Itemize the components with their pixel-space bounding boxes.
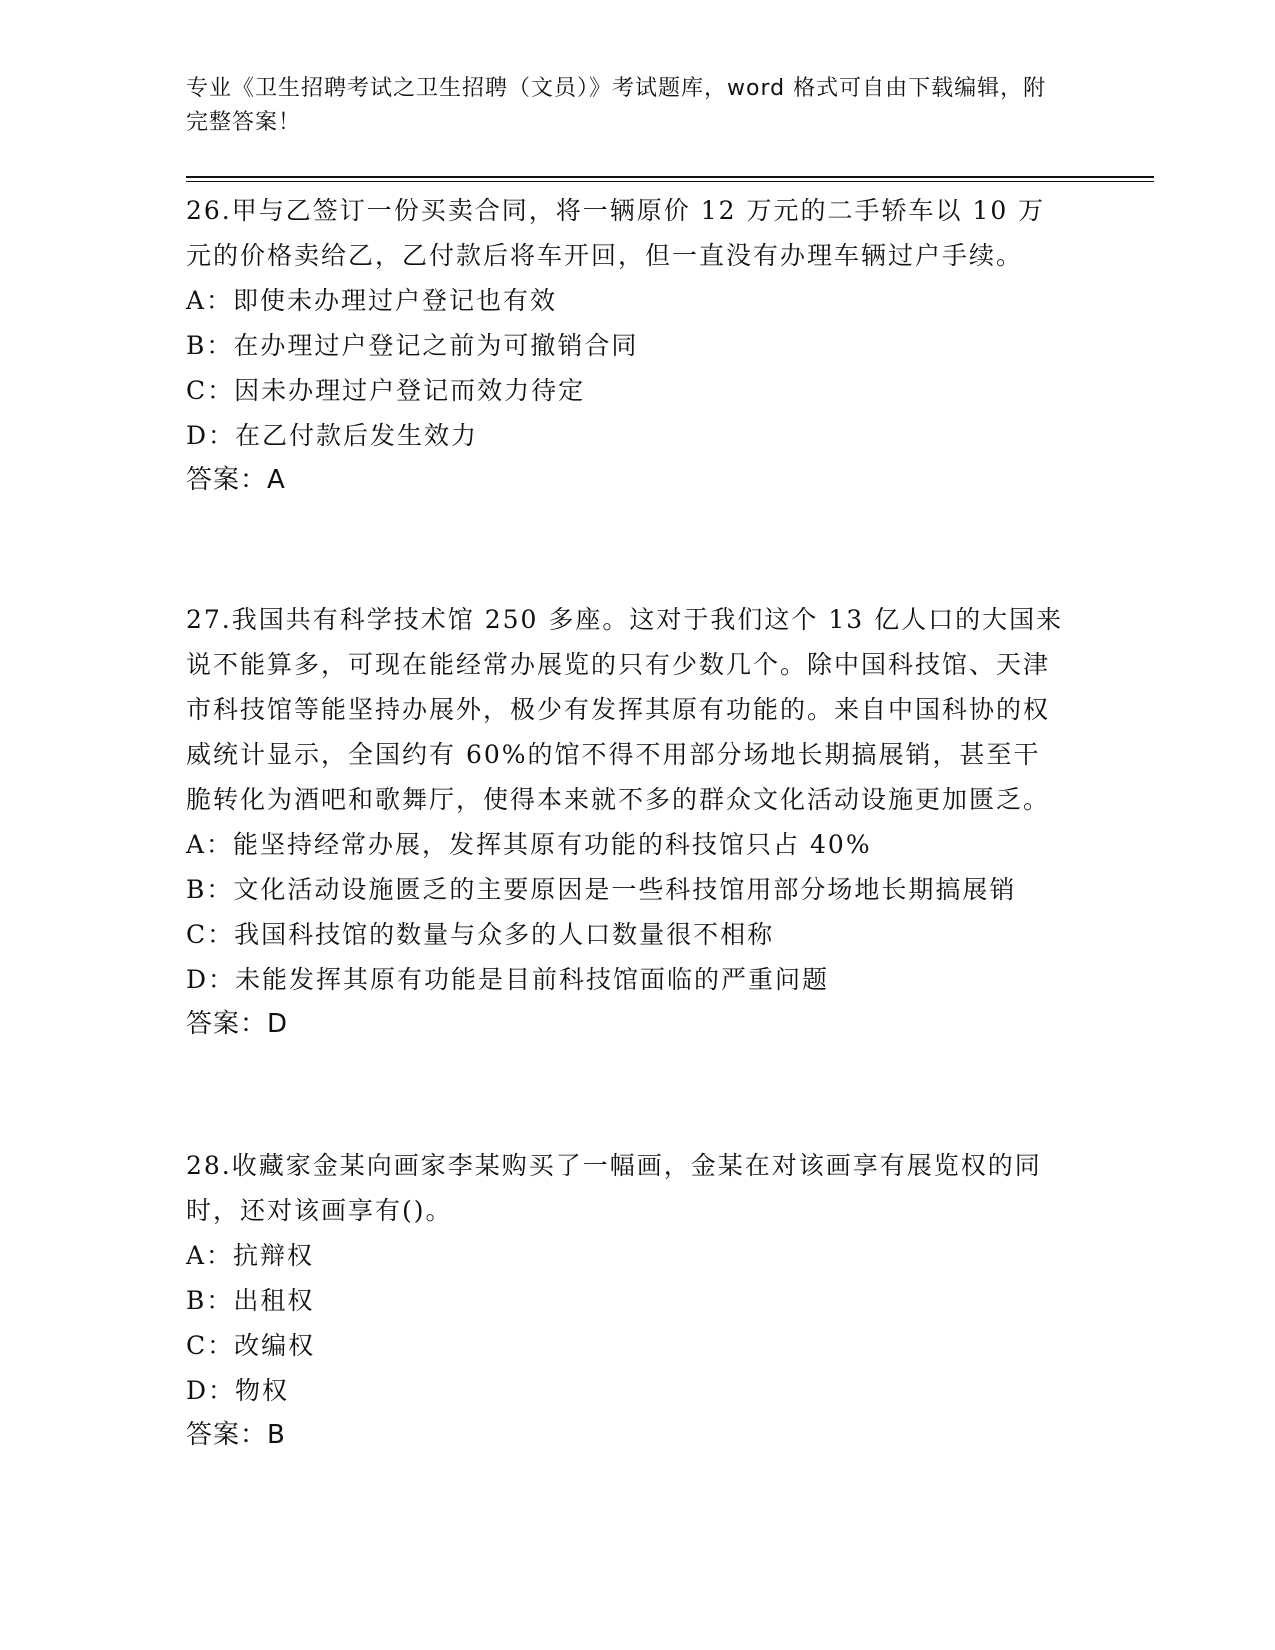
option-b: B：文化活动设施匮乏的主要原因是一些科技馆用部分场地长期搞展销 <box>186 875 1017 904</box>
header-divider-thin <box>186 181 1154 182</box>
option-b: B：在办理过户登记之前为可撤销合同 <box>186 331 639 360</box>
option-a: A：即使未办理过户登记也有效 <box>186 286 558 315</box>
option-d: D：物权 <box>186 1376 290 1405</box>
option-c: C：改编权 <box>186 1331 316 1360</box>
question-27 <box>186 597 1086 1047</box>
option-b: B：出租权 <box>186 1286 315 1315</box>
option-a: A：抗辩权 <box>186 1241 315 1270</box>
answer-line: 答案：D <box>186 1009 289 1039</box>
option-d: D：未能发挥其原有功能是目前科技馆面临的严重问题 <box>186 965 830 994</box>
answer-line: 答案：B <box>186 1420 286 1450</box>
option-c: C：我国科技馆的数量与众多的人口数量很不相称 <box>186 920 775 949</box>
option-c: C：因未办理过户登记而效力待定 <box>186 376 586 405</box>
question-text: 26.甲与乙签订一份买卖合同，将一辆原价 12 万元的二手轿车以 10 万元的价格卖给乙，乙付款后将车开回，但一直没有办理车辆过户手续。 <box>186 196 1046 270</box>
option-a: A：能坚持经常办展，发挥其原有功能的科技馆只占 40% <box>186 830 872 859</box>
header-divider-thick <box>186 176 1154 178</box>
question-26 <box>186 188 1086 503</box>
question-text: 28.收藏家金某向画家李某购买了一幅画，金某在对该画享有展览权的同时，还对该画享有()。 <box>186 1151 1042 1225</box>
answer-line: 答案：A <box>186 465 286 495</box>
option-d: D：在乙付款后发生效力 <box>186 421 479 450</box>
question-28 <box>186 1143 1086 1458</box>
question-text: 27.我国共有科学技术馆 250 多座。这对于我们这个 13 亿人口的大国来说不能算多，可现在能经常办展览的只有少数几个。除中国科技馆、天津市科技馆等能坚持办展外，极少有发挥其原有功能的。来自中国科协的权威统计显示，全国约有 60%的馆不得不用部分场地长期搞展销，甚至干脆转化为酒吧和歌舞厅，使得本来就不多的群众文化活动设施更加匮乏。 <box>186 605 1064 814</box>
document-header: 专业《卫生招聘考试之卫生招聘（文员）》考试题库，word 格式可自由下载编辑，附完整答案！ <box>186 76 1047 135</box>
